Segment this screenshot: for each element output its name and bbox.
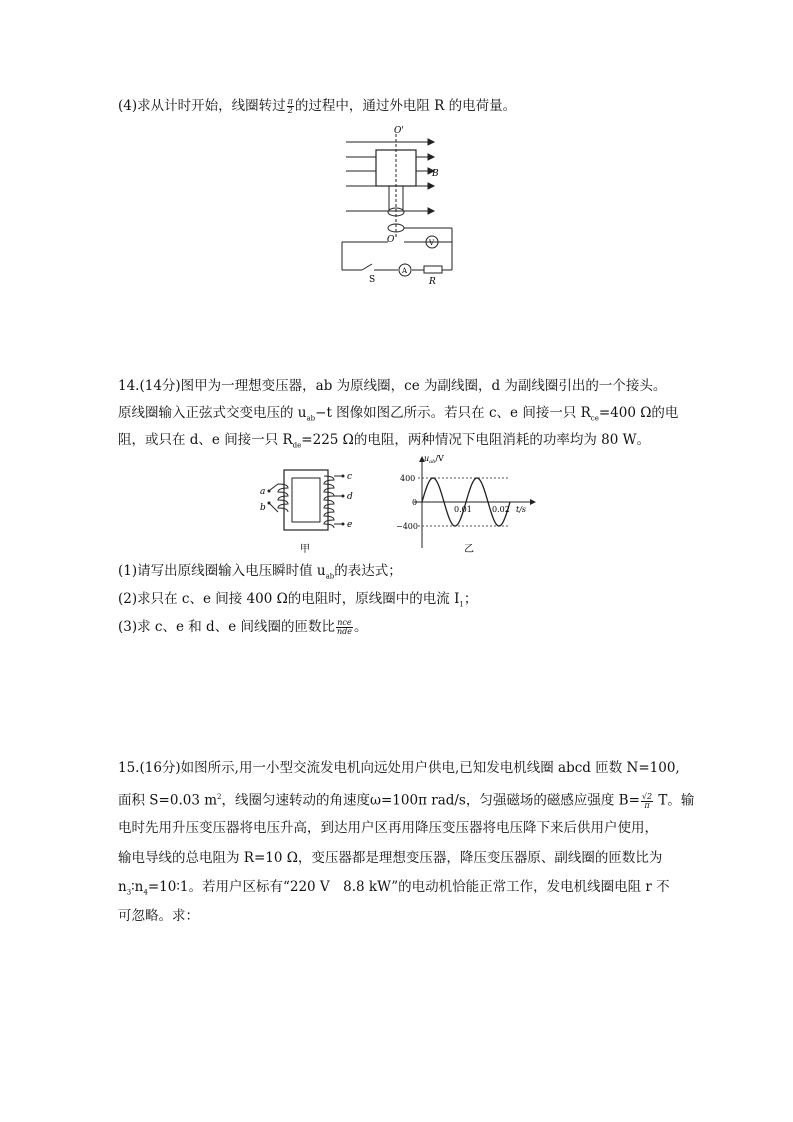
q14-line3-b: =225 Ω的电阻，两种情况下电阻消耗的功率均为 80 W。 bbox=[301, 432, 650, 448]
frac-num: π bbox=[287, 97, 293, 106]
label-r: R bbox=[429, 277, 436, 287]
q15-line2-c: T。输 bbox=[654, 792, 695, 809]
q14-p1-a: (1)请写出原线圈输入电压瞬时值 u bbox=[118, 563, 326, 579]
q14-line1: 14.(14分)图甲为一理想变压器，ab 为原线圈，ce 为副线圈，d 为副线圈引出的一个接头。 bbox=[118, 378, 667, 394]
tick-0-01: 0.01 bbox=[454, 505, 472, 514]
q15-line5 bbox=[118, 877, 670, 903]
caption-jia: 甲 bbox=[300, 544, 310, 555]
turns-ratio-fraction bbox=[336, 619, 353, 636]
q14-p2-b: ； bbox=[463, 591, 478, 607]
q14-p1-sub: ab bbox=[325, 572, 335, 581]
q14-p3-a: (3)求 c、e 和 d、e 间线圈的匝数比 bbox=[118, 619, 335, 635]
q13-part4 bbox=[118, 96, 516, 116]
q14-line2 bbox=[118, 403, 678, 429]
q15-line5-sub1: 3 bbox=[126, 888, 132, 897]
generator-coil-figure bbox=[336, 124, 460, 288]
label-a-meter: A bbox=[402, 267, 408, 275]
q15-line6: 可忽略。求： bbox=[118, 908, 199, 924]
q15-line2-sup: 2 bbox=[217, 793, 222, 801]
q15-line5-b: ∶n bbox=[131, 879, 144, 895]
q14-p1-b: 的表达式； bbox=[334, 563, 402, 579]
q14-line2-b: −t 图像如图乙所示。若只在 c、e 间接一只 R bbox=[315, 405, 591, 421]
label-o-prime: O' bbox=[394, 126, 404, 136]
frac-den: π bbox=[644, 800, 650, 810]
q14-part1 bbox=[118, 561, 402, 587]
frac-den: nde bbox=[336, 627, 352, 636]
label-a: a bbox=[260, 487, 266, 497]
frac-den: 2 bbox=[287, 106, 293, 115]
q15-line4: 输电导线的总电阻为 R=10 Ω，变压器都是理想变压器，降压变压器原、副线圈的匝数比为 bbox=[118, 850, 663, 866]
q15-line5-a: n bbox=[118, 879, 127, 895]
frac-num: √2 bbox=[641, 791, 653, 801]
q14-p3-b: 。 bbox=[353, 619, 368, 635]
q14-part2 bbox=[118, 589, 477, 615]
label-o: O bbox=[387, 235, 395, 245]
frac-num: nce bbox=[337, 618, 352, 627]
label-v-meter: V bbox=[429, 239, 435, 247]
label-e: e bbox=[347, 520, 353, 530]
q15-line2 bbox=[118, 787, 694, 811]
q15-line5-c: =10∶1。若用户区标有“220 V 8.8 kW”的电动机恰能正常工作，发电机线圈电阻 r 不 bbox=[147, 879, 670, 895]
transformer-figure-jia bbox=[256, 466, 356, 558]
tick-0-02: 0.02 bbox=[492, 505, 510, 514]
b-field-fraction bbox=[641, 793, 653, 810]
q14-line2-sub: ab bbox=[306, 414, 316, 423]
q14-line2-sub2: ce bbox=[590, 414, 599, 423]
tick-0: 0 bbox=[412, 498, 418, 507]
q14-line2-a: 原线圈输入正弦式交变电压的 u bbox=[118, 405, 307, 421]
q13-part4-text-b: 的过程中，通过外电阻 R 的电荷量。 bbox=[294, 98, 517, 114]
q14-p2-a: (2)求只在 c、e 间接 400 Ω的电阻时，原线圈中的电流 I bbox=[118, 591, 460, 607]
tick-400: 400 bbox=[400, 474, 416, 483]
label-b: B bbox=[432, 169, 439, 179]
voltage-graph-yi bbox=[392, 452, 542, 556]
q14-line2-c: =400 Ω的电 bbox=[598, 405, 679, 421]
pi-over-2-fraction bbox=[287, 98, 294, 115]
q14-line3-a: 阻，或只在 d、e 间接一只 R bbox=[118, 432, 293, 448]
q15-line1: 15.(16分)如图所示,用一小型交流发电机向远处用户供电,已知发电机线圈 abcd 匝数 N=100, bbox=[118, 760, 680, 776]
q15-line3: 电时先用升压变压器将电压升高，到达用户区再用降压变压器将电压降下来后供用户使用， bbox=[118, 820, 658, 836]
q14-part3 bbox=[118, 617, 367, 637]
caption-yi: 乙 bbox=[464, 544, 474, 555]
label-d: d bbox=[347, 492, 353, 502]
xlabel-t: t/s bbox=[516, 505, 527, 514]
q15-line5-sub2: 4 bbox=[143, 888, 148, 897]
q15-line2-a: 面积 S=0.03 m bbox=[118, 792, 218, 809]
tick-minus-400: −400 bbox=[396, 522, 418, 531]
label-c: c bbox=[347, 472, 353, 482]
label-b: b bbox=[260, 503, 266, 513]
q14-p2-sub: 1 bbox=[459, 600, 464, 609]
label-s: S bbox=[369, 275, 376, 285]
q15-line2-b: ，线圈匀速转动的角速度ω=100π rad/s，匀强磁场的磁感应强度 B= bbox=[221, 792, 640, 809]
q13-part4-text-a: (4)求从计时开始，线圈转过 bbox=[118, 98, 286, 114]
q14-line3-sub: de bbox=[292, 441, 302, 450]
q14-line3 bbox=[118, 430, 650, 456]
ylabel-u: $u_{ab}/V$ bbox=[424, 454, 444, 465]
